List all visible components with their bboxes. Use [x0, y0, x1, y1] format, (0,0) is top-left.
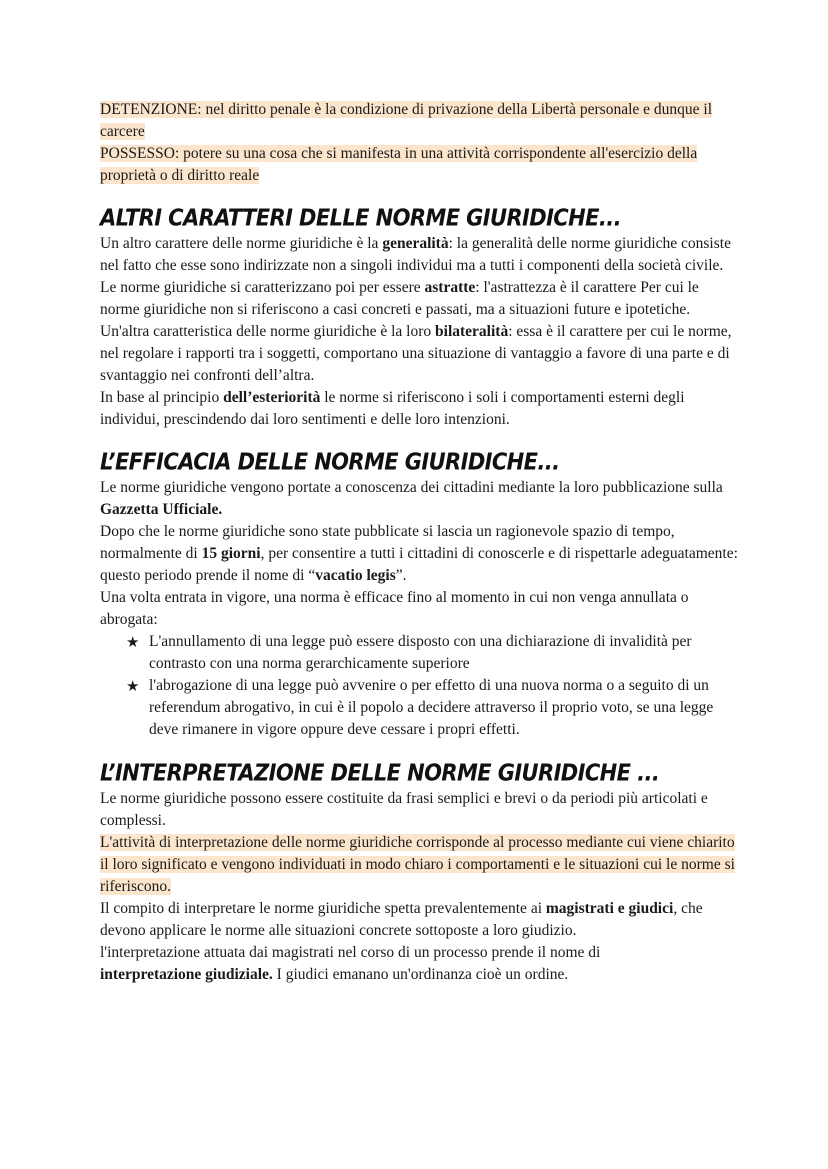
paragraph-esteriorita: In base al principio dell’esteriorità le norme si riferiscono i soli i comportamenti esterni degli individui, prescindendo dai loro sentimenti e delle loro intenzioni. — [100, 389, 685, 428]
section-heading-efficacia: L’EFFICACIA DELLE NORME GIURIDICHE... — [100, 448, 560, 475]
section-heading-interpretazione: L’INTERPRETAZIONE DELLE NORME GIURIDICHE ... — [100, 759, 660, 786]
term-bilateralita: bilateralità — [435, 323, 509, 340]
star-icon: ★ — [126, 633, 140, 651]
term-esteriorita: dell’esteriorità — [223, 389, 321, 406]
paragraph-entrata-in-vigore: Una volta entrata in vigore, una norma è efficace fino al momento in cui non venga annullata o abrogata: — [100, 589, 689, 628]
paragraph-gazzetta: Le norme giuridiche vengono portate a conoscenza dei cittadini mediante la loro pubblicazione sulla Gazzetta Ufficiale. — [100, 479, 723, 518]
definition-detenzione: DETENZIONE: nel diritto penale è la condizione di privazione della Libertà personale e dunque il carcere — [100, 101, 713, 140]
paragraph-interpretazione-magistrati: l'interpretazione attuata dai magistrati nel corso di un processo prende il nome di — [100, 944, 601, 961]
term-generalita: generalità — [382, 235, 449, 252]
term-15-giorni: 15 giorni — [201, 545, 261, 562]
section-heading-altri-caratteri: ALTRI CARATTERI DELLE NORME GIURIDICHE... — [100, 204, 621, 231]
star-icon: ★ — [126, 677, 140, 695]
document-content — [100, 99, 740, 986]
term-magistrati-giudici: magistrati e giudici — [545, 900, 674, 917]
term-gazzetta-ufficiale: Gazzetta Ufficiale. — [100, 501, 223, 518]
paragraph-attivita-interpretazione: L'attività di interpretazione delle norme giuridiche corrisponde al processo mediante cui viene chiarito il loro significato e vengono individuati in modo chiaro i comportamenti e le situazioni cui le norme si riferiscono. — [100, 834, 735, 895]
term-astratte: astratte — [424, 279, 476, 296]
paragraph-frasi: Le norme giuridiche possono essere costituite da frasi semplici e brevi o da periodi più articolati e complessi. — [100, 790, 708, 829]
paragraph-generalita: Un altro carattere delle norme giuridiche è la generalità: la generalità delle norme giuridiche consiste nel fatto che esse sono indirizzate non a singoli individui ma a tutti i componenti della società civile. — [100, 235, 731, 274]
paragraph-vacatio-legis: Dopo che le norme giuridiche sono state pubblicate si lascia un ragionevole spazio di tempo, normalmente di 15 giorni, per consentire a tutti i cittadini di conoscerle e di rispettarle adeguatamente: questo periodo prende il nome di “vacatio legis”. — [100, 523, 738, 584]
list-item: ★ l'abrogazione di una legge può avvenire o per effetto di una nuova norma o a seguito di un referendum abrogativo, in cui è il popolo a decidere attraverso il proprio voto, se una legge deve rimanere in vigore oppure deve cessare i propri effetti. — [126, 677, 714, 738]
paragraph-interpretazione-giudiziale: interpretazione giudiziale. I giudici emanano un'ordinanza cioè un ordine. — [100, 966, 569, 983]
term-interpretazione-giudiziale: interpretazione giudiziale. — [100, 966, 273, 983]
paragraph-bilateralita: Un'altra caratteristica delle norme giuridiche è la loro bilateralità: essa è il carattere per cui le norme, nel regolare i rapporti tra i soggetti, comportano una situazione di vantaggio a favore di una parte e di svantaggio nei confronti dell’altra. — [100, 323, 732, 384]
list-item: ★ L'annullamento di una legge può essere disposto con una dichiarazione di invalidità per contrasto con una norma gerarchicamente superiore — [126, 633, 692, 672]
bullet-list — [100, 631, 740, 741]
paragraph-compito: Il compito di interpretare le norme giuridiche spetta prevalentemente ai magistrati e giudici, che devono applicare le norme alle situazioni concrete sottoposte a loro giudizio. — [100, 900, 703, 939]
term-vacatio-legis: vacatio legis — [315, 567, 396, 584]
definition-possesso: POSSESSO: potere su una cosa che si manifesta in una attività corrispondente all'esercizio della proprietà o di diritto reale — [100, 145, 698, 184]
paragraph-astratte: Le norme giuridiche si caratterizzano poi per essere astratte: l'astrattezza è il carattere Per cui le norme giuridiche non si riferiscono a casi concreti e passati, ma a situazioni future e ipotetiche. — [100, 279, 699, 318]
